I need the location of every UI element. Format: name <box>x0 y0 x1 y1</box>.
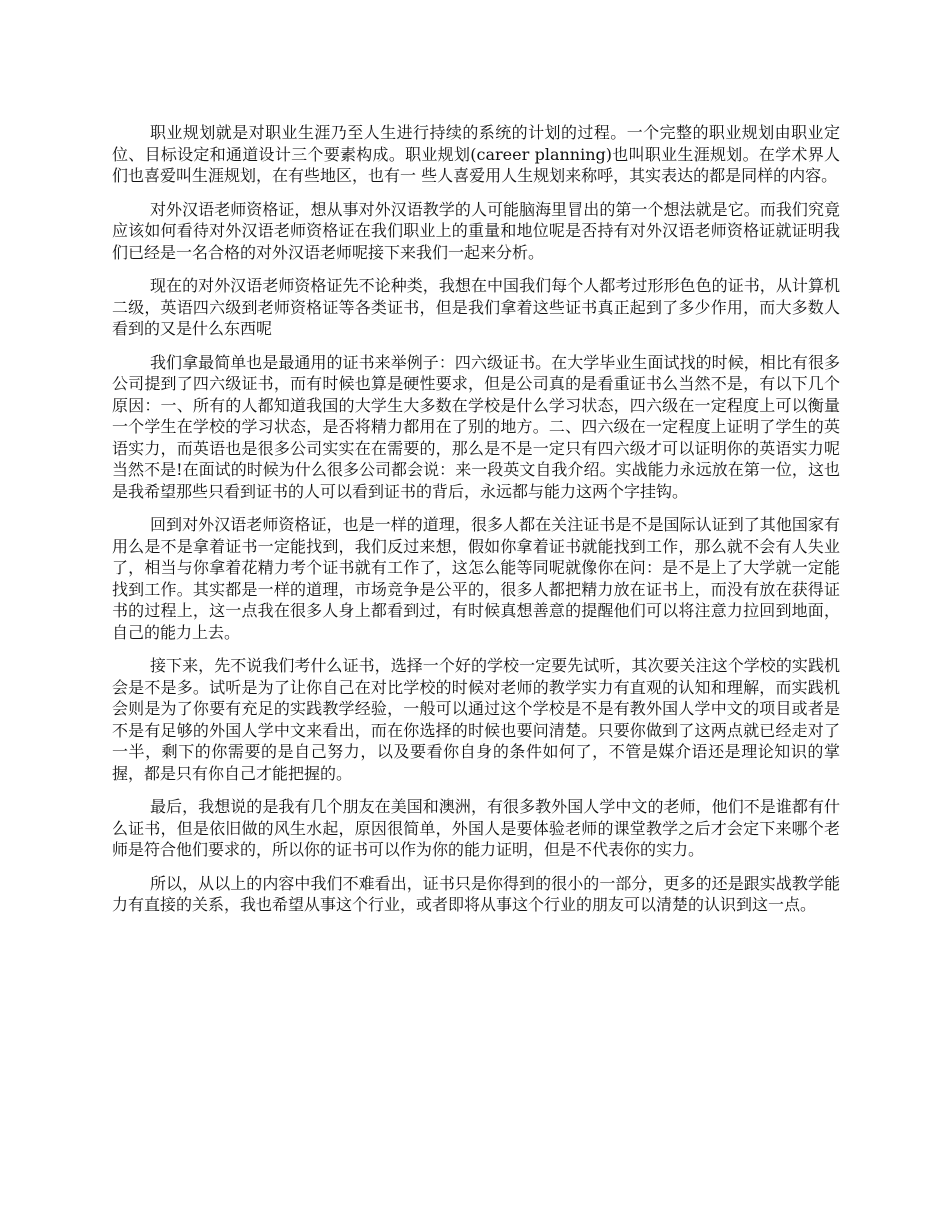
paragraph-conclusion: 所以，从以上的内容中我们不难看出，证书只是你得到的很小的一部分，更多的还是跟实战教学能力有直接的关系，我也希望从事这个行业，或者即将从事这个行业的朋友可以清楚的认识到这一点。 <box>112 873 840 914</box>
paragraph-cet-example: 我们拿最简单也是最通用的证书来举例子：四六级证书。在大学毕业生面试找的时候，相比有很多公司提到了四六级证书，而有时候也算是硬性要求，但是公司真的是看重证书么当然不是，有以下几个原因：一、所有的人都知道我国的大学生大多数在学校是什么学习状态，四六级在一定程度上可以衡量一个学生在学校的学习状态，是否将精力都用在了别的地方。二、四六级在一定程度上证明了学生的英语实力，而英语也是很多公司实实在在需要的，那么是不是一定只有四六级才可以证明你的英语实力呢当然不是!在面试的时候为什么很多公司都会说：来一段英文自我介绍。实战能力永远放在第一位，这也是我希望那些只看到证书的人可以看到证书的背后，永远都与能力这两个字挂钩。 <box>112 352 840 501</box>
paragraph-friends-abroad: 最后，我想说的是我有几个朋友在美国和澳洲，有很多教外国人学中文的老师，他们不是谁都有什么证书，但是依旧做的风生水起，原因很简单，外国人是要体验老师的课堂教学之后才会定下来哪个老师是符合他们要求的，所以你的证书可以作为你的能力证明，但是不代表你的实力。 <box>112 797 840 859</box>
paragraph-certificate-question: 对外汉语老师资格证，想从事对外汉语教学的人可能脑海里冒出的第一个想法就是它。而我们究竟应该如何看待对外汉语老师资格证在我们职业上的重量和地位呢是否持有对外汉语老师资格证就证明我们已经是一名合格的对外汉语老师呢接下来我们一起来分析。 <box>112 199 840 262</box>
paragraph-back-to-certificate: 回到对外汉语老师资格证，也是一样的道理，很多人都在关注证书是不是国际认证到了其他国家有用么是不是拿着证书一定能找到，我们反过来想，假如你拿着证书就能找到工作，那么就不会有人失业了，相当与你拿着花精力考个证书就有工作了，这怎么能等同呢就像你在问：是不是上了大学就一定能找到工作。其实都是一样的道理，市场竞争是公平的，很多人都把精力放在证书上，而没有放在获得证书的过程上，这一点我在很多人身上都看到过，有时候真想善意的提醒他们可以将注意力拉回到地面，自己的能力上去。 <box>112 515 840 642</box>
paragraph-certificate-types: 现在的对外汉语老师资格证先不论种类，我想在中国我们每个人都考过形形色色的证书，从计算机二级，英语四六级到老师资格证等各类证书，但是我们拿着这些证书真正起到了多少作用，而大多数人看到的又是什么东西呢 <box>112 276 840 338</box>
document-body <box>112 122 840 928</box>
paragraph-choose-school: 接下来，先不说我们考什么证书，选择一个好的学校一定要先试听，其次要关注这个学校的实践机会是不是多。试听是为了让你自己在对比学校的时候对老师的教学实力有直观的认知和理解，而实践机会则是为了你要有充足的实践教学经验，一般可以通过这个学校是不是有教外国人学中文的项目或者是不是有足够的外国人学中文来看出，而在你选择的时候也要问清楚。只要你做到了这两点就已经走对了一半，剩下的你需要的是自己努力，以及要看你自身的条件如何了，不管是媒介语还是理论知识的掌握，都是只有你自己才能把握的。 <box>112 656 840 783</box>
paragraph-career-planning: 职业规划就是对职业生涯乃至人生进行持续的系统的计划的过程。一个完整的职业规划由职业定位、目标设定和通道设计三个要素构成。职业规划(career planning)也叫职业生涯规划。在学术界人们也喜爱叫生涯规划，在有些地区，也有一 些人喜爱用人生规划来称呼，其实表达的都是同样的内容。 <box>112 123 840 185</box>
